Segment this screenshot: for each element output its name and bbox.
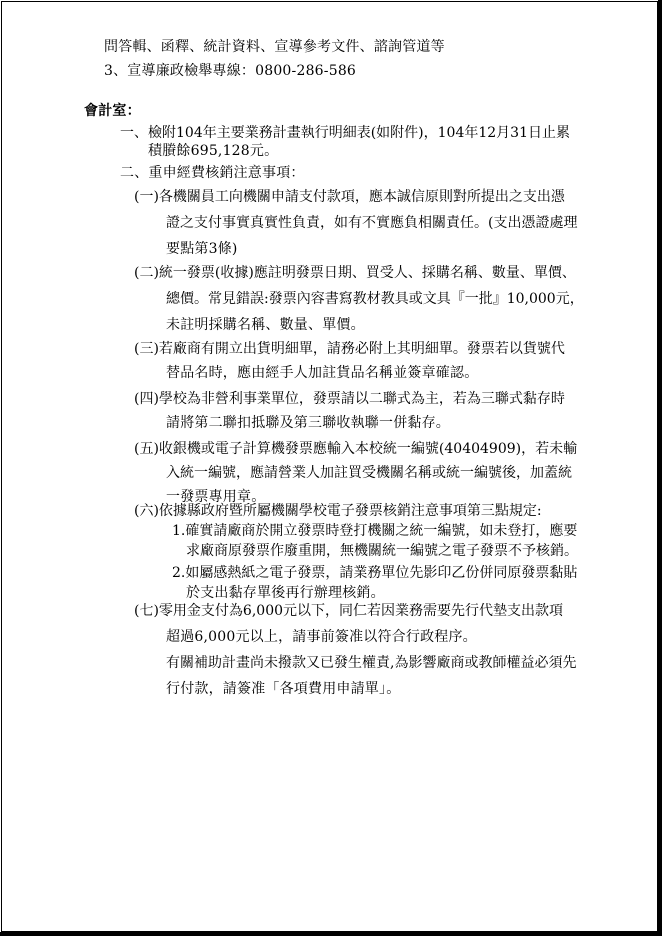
sub2-line1: (二)統一發票(收據)應註明發票日期、買受人、採購名稱、數量、單價、 bbox=[134, 265, 576, 281]
text-line: 問答輯、函釋、統計資料、宣導參考文件、諮詢管道等 bbox=[104, 39, 445, 55]
sub2-line2: 總價。常見錯誤:發票內容書寫教材教具或文具『一批』10,000元， bbox=[166, 291, 584, 307]
sub6-point2-line2: 於支出黏存單後再行辦理核銷。 bbox=[186, 585, 385, 601]
sub3-line1: (三)若廠商有開立出貨明細單，請務必附上其明細單。發票若以貨號代 bbox=[134, 341, 565, 357]
sub1-line1: (一)各機關員工向機關申請支付款項，應本誠信原則對所提出之支出憑 bbox=[134, 189, 565, 205]
sub1-line3: 要點第3條) bbox=[166, 241, 238, 257]
item2-heading: 二、重申經費核銷注意事項： bbox=[120, 165, 305, 181]
sub3-line2: 替品名時，應由經手人加註貨品名稱並簽章確認。 bbox=[166, 365, 479, 381]
sub6-point2-line1: 2.如屬感熱紙之電子發票，請業務單位先影印乙份併同原發票黏貼 bbox=[172, 565, 578, 581]
sub5-line3: 一發票專用章。 bbox=[166, 489, 266, 505]
closing-line1: 有關補助計畫尚未撥款又已發生權責,為影響廠商或教師權益必須先 bbox=[166, 655, 577, 671]
closing-line2: 行付款，請簽准「各項費用申請單」。 bbox=[166, 681, 401, 697]
sub7-line1: (七)零用金支付為6,000元以下，同仁若因業務需要先行代墊支出款項 bbox=[134, 603, 564, 619]
sub4-line1: (四)學校為非營利事業單位，發票請以二聯式為主，若為三聯式黏存時 bbox=[134, 391, 565, 407]
hotline-line: 3、宣導廉政檢舉專線：0800-286-586 bbox=[104, 63, 357, 79]
sub7-line2: 超過6,000元以上，請事前簽准以符合行政程序。 bbox=[166, 629, 477, 645]
sub6-line1: (六)依據縣政府暨所屬機關學校電子發票核銷注意事項第三點規定: bbox=[134, 503, 542, 519]
sub5-line1: (五)收銀機或電子計算機發票應輸入本校統一編號(40404909)，若未輸 bbox=[134, 441, 578, 457]
sub4-line2: 請將第二聯扣抵聯及第三聯收執聯一併黏存。 bbox=[166, 415, 450, 431]
sub6-point1-line2: 求廠商原發票作廢重開，無機關統一編號之電子發票不予核銷。 bbox=[186, 543, 578, 559]
sub1-line2: 證之支付事實真實性負責，如有不實應負相關責任。(支出憑證處理 bbox=[166, 215, 578, 231]
section-heading: 會計室： bbox=[84, 103, 141, 119]
item1-line2: 積賸餘695,128元。 bbox=[148, 143, 279, 159]
sub6-point1-line1: 1.確實請廠商於開立發票時登打機關之統一編號，如未登打，應要 bbox=[172, 523, 578, 539]
item1-line1: 一、檢附104年主要業務計畫執行明細表(如附件)，104年12月31日止累 bbox=[120, 125, 570, 141]
sub5-line2: 入統一編號，應請營業人加註買受機關名稱或統一編號後，加蓋統 bbox=[166, 465, 572, 481]
sub2-line3: 未註明採購名稱、數量、單價。 bbox=[166, 317, 365, 333]
